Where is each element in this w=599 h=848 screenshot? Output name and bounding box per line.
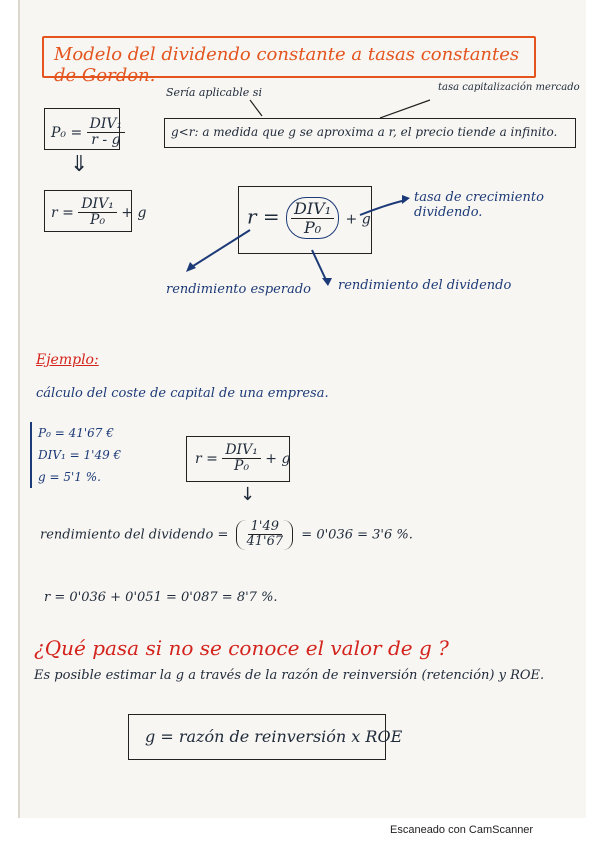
g-formula-box [128, 714, 403, 760]
big-num: DIV₁ [291, 200, 334, 219]
price-den: r - g [91, 132, 121, 149]
return-den: P₀ [90, 212, 106, 229]
yield-label: rendimiento del dividendo = [40, 527, 229, 543]
return-num: DIV₁ [78, 197, 116, 213]
label-expected: rendimiento esperado [166, 282, 311, 297]
given-div1: DIV₁ = 1'49 € [38, 448, 122, 462]
example-formula-box [186, 436, 290, 482]
example-heading: Ejemplo: [36, 352, 99, 368]
note-rate: tasa capitalización mercado [438, 82, 580, 93]
big-den: P₀ [304, 217, 322, 237]
ex-lhs: r = [195, 450, 218, 467]
arrow-growth [360, 200, 406, 215]
yield-den: 41'67 [246, 534, 284, 550]
scanner-footer: Escaneado con CamScanner [390, 824, 534, 836]
big-lhs: r = [247, 204, 280, 229]
price-num: DIV₁ [87, 117, 125, 133]
yield-num: 1'49 [248, 520, 282, 535]
answer: Es posible estimar la g a través de la razón de reinversión (retención) y ROE. [34, 668, 545, 683]
note-applicable: Sería aplicable si [166, 86, 262, 99]
arrow-expected [190, 230, 250, 268]
page-title: Modelo del dividendo constante a tasas constantes de Gordon. [54, 44, 520, 86]
label-dividend-yield: rendimiento del dividendo [338, 278, 512, 293]
note-condition: g<r: a medida que g se aproxima a r, el precio tiende a infinito. [171, 125, 558, 139]
ex-num: DIV₁ [222, 443, 260, 459]
price-lhs: P₀ = [51, 124, 83, 141]
g-formula: g = razón de reinversión x ROE [145, 727, 403, 746]
yield-fraction [236, 520, 293, 550]
return-tail: + g [121, 204, 147, 221]
ex-fraction [222, 443, 260, 475]
return-lhs: r = [51, 204, 74, 221]
down-arrow-icon: ↓ [240, 484, 256, 505]
given-list [30, 422, 121, 488]
yield-line [40, 520, 413, 550]
arrow-dividend-yield [312, 250, 326, 280]
ex-den: P₀ [234, 458, 250, 475]
label-growth: tasa de crecimiento dividendo. [414, 190, 544, 220]
yield-result: = 0'036 = 3'6 %. [301, 527, 413, 543]
big-tail: + g [345, 211, 371, 228]
r-result: r = 0'036 + 0'051 = 0'087 = 8'7 %. [44, 590, 278, 605]
given-g: g = 5'1 %. [38, 470, 101, 484]
down-arrow-icon: ⇓ [70, 152, 89, 177]
question: ¿Qué pasa si no se conoce el valor de g ? [34, 636, 449, 660]
given-p0: P₀ = 41'67 € [38, 426, 114, 440]
example-desc: cálculo del coste de capital de una empresa. [36, 386, 329, 401]
ex-tail: + g [265, 450, 291, 467]
